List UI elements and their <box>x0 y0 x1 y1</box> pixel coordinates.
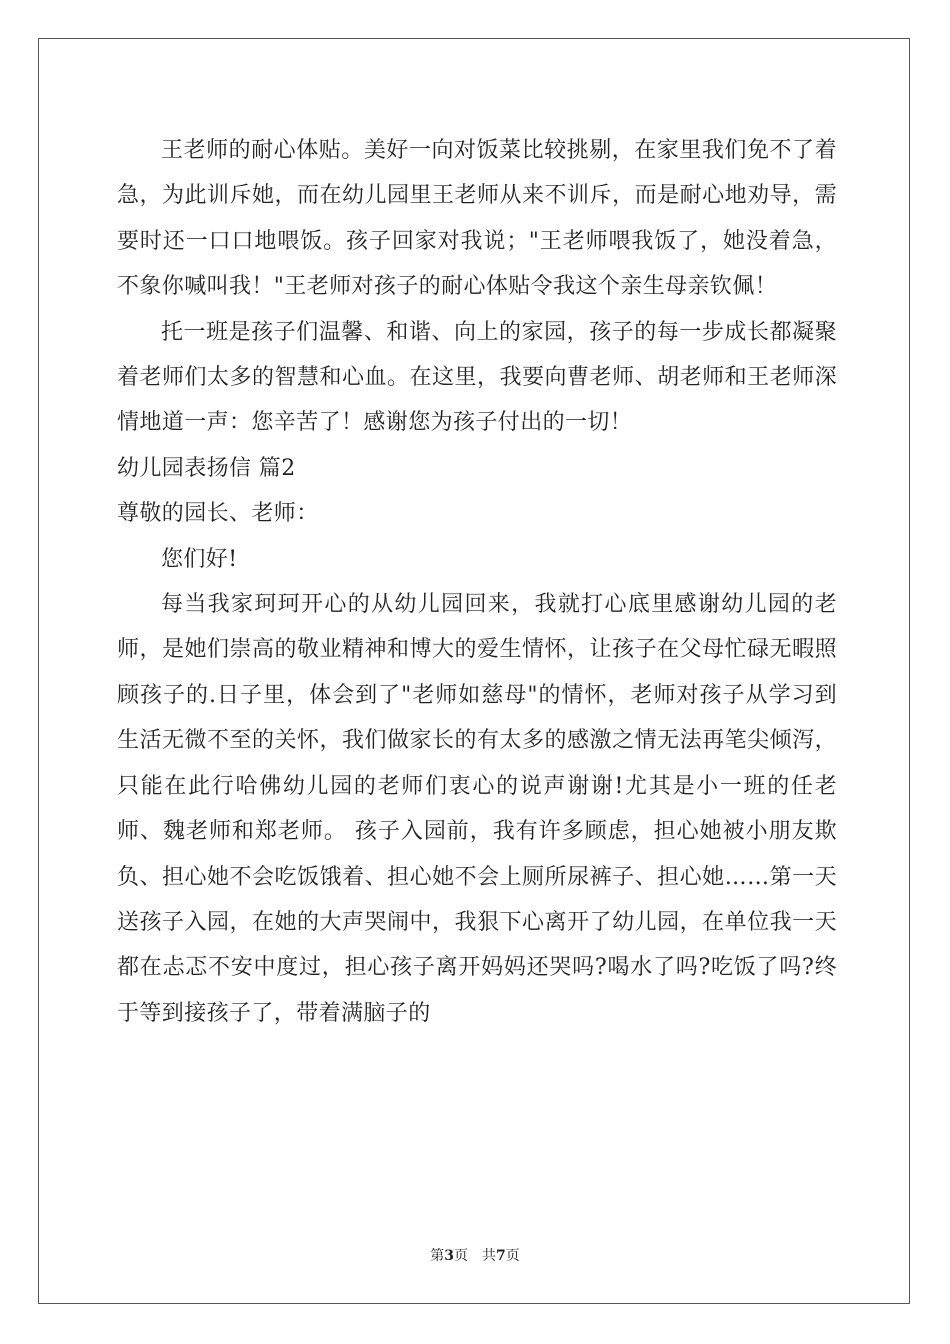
greeting: 您们好! <box>161 546 238 572</box>
footer-page-suffix: 页 <box>454 1248 468 1264</box>
footer-current-page: 3 <box>444 1248 454 1264</box>
page-footer <box>0 1245 950 1265</box>
paragraph-1: 王老师的耐心体贴。美好一向对饭菜比较挑剔，在家里我们免不了着急，为此训斥她，而在幼儿园里王老师从来不训斥，而是耐心地劝导，需要时还一口口地喂饭。孩子回家对我说；"王老师喂我饭了，她没着急，不象你喊叫我！"王老师对孩子的耐心体贴令我这个亲生母亲钦佩！ <box>117 138 837 300</box>
document-body <box>117 128 837 1036</box>
footer-total-pages: 7 <box>496 1248 506 1264</box>
body-paragraph: 每当我家珂珂开心的从幼儿园回来，我就打心底里感谢幼儿园的老师，是她们崇高的敬业精神和博大的爱生情怀，让孩子在父母忙碌无暇照顾孩子的.日子里，体会到了"老师如慈母"的情怀，老师对孩子从学习到生活无微不至的关怀，我们做家长的有太多的感激之情无法再笔尖倾泻，只能在此行哈佛幼儿园的老师们衷心的说声谢谢!尤其是小一班的任老师、魏老师和郑老师。 孩子入园前，我有许多顾虑，担心她被小朋友欺负、担心她不会吃饭饿着、担心她不会上厕所尿裤子、担心她……第一天送孩子入园，在她的大声哭闹中，我狠下心离开了幼儿园，在单位我一天都在忐忑不安中度过，担心孩子离开妈妈还哭吗?喝水了吗?吃饭了吗?终于等到接孩子了，带着满脑子的 <box>117 592 837 1026</box>
section-title: 幼儿园表扬信 篇2 <box>117 455 296 481</box>
footer-prefix: 第 <box>430 1248 445 1264</box>
footer-total-suffix: 页 <box>505 1248 520 1264</box>
paragraph-2: 托一班是孩子们温馨、和谐、向上的家园，孩子的每一步成长都凝聚着老师们太多的智慧和心血。在这里，我要向曹老师、胡老师和王老师深情地道一声：您辛苦了！感谢您为孩子付出的一切！ <box>117 319 837 436</box>
salutation: 尊敬的园长、老师： <box>117 501 319 527</box>
footer-total-prefix: 共 <box>482 1248 496 1264</box>
